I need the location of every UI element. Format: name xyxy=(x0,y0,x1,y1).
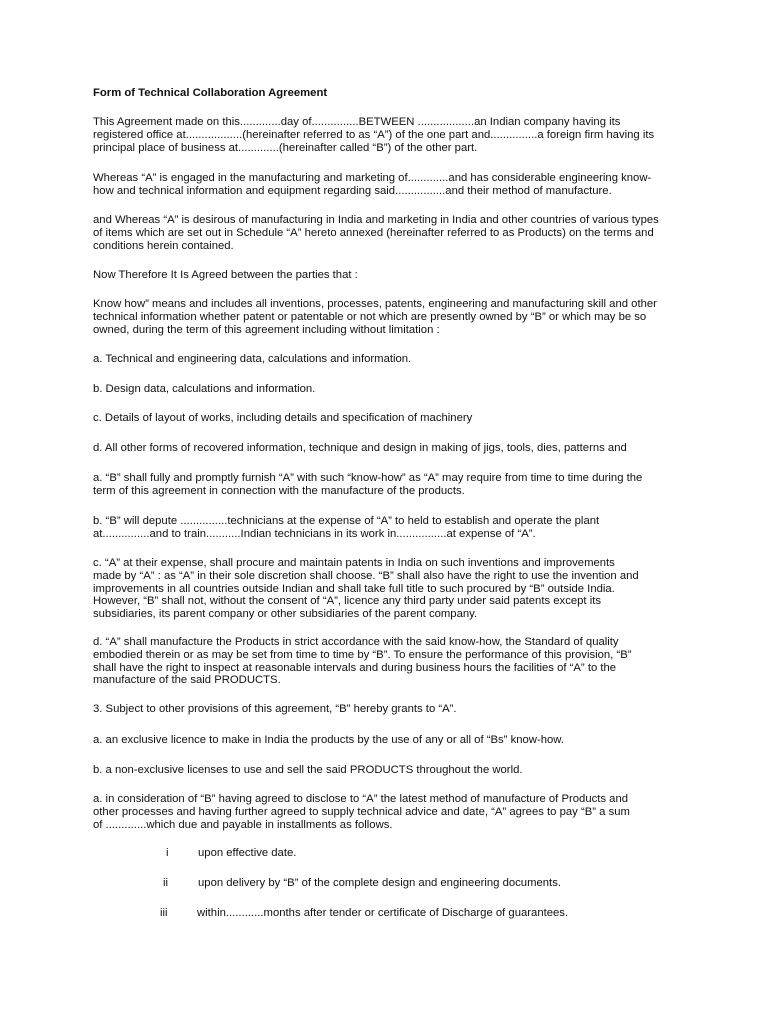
grant-item-a: a. an exclusive licence to make in India the products by the use of any or all of “Bs” know-how. xyxy=(93,734,564,746)
know-how-item-b: b. Design data, calculations and information. xyxy=(93,383,316,395)
know-how-item-d: d. All other forms of recovered information, technique and design in making of jigs, tools, dies, patterns and xyxy=(93,442,627,454)
know-how-definition: Know how” means and includes all inventions, processes, patents, engineering and manufacturing skill and other technical information whether patent or patentable or not which are presently owned by “B” or which may be so owned, during the term of this agreement including without limitation : xyxy=(93,298,657,336)
document-title: Form of Technical Collaboration Agreement xyxy=(93,87,328,99)
obligation-item-b: b. “B” will depute ...............technicians at the expense of “A” to held to establish and operate the plant at...............and to train...........Indian technicians in its work in................at expense of “A”. xyxy=(93,515,600,540)
consideration-paragraph: a. in consideration of “B” having agreed to disclose to “A” the latest method of manufacture of Products and other processes and having further agreed to supply technical advice and date, “A” agrees to pay “B” a sum of .............which due and payable in installments as follows. xyxy=(93,793,630,831)
know-how-item-a: a. Technical and engineering data, calculations and information. xyxy=(93,353,412,365)
installment-number: i xyxy=(166,847,169,859)
whereas-paragraph-2: and Whereas “A” is desirous of manufacturing in India and marketing in India and other countries of various types of items which are set out in Schedule “A” hereto annexed (hereinafter referred to as Products) on the terms and conditions herein contained. xyxy=(93,214,659,252)
grant-item-b: b. a non-exclusive licenses to use and sell the said PRODUCTS throughout the world. xyxy=(93,764,523,776)
installment-number: ii xyxy=(163,877,169,889)
whereas-paragraph-1: Whereas “A” is engaged in the manufacturing and marketing of.............and has considerable engineering know- how and technical information and equipment regarding said................and their method of manufacture. xyxy=(93,172,652,197)
installment-number: iii xyxy=(160,907,168,919)
obligation-item-c: c. “A” at their expense, shall procure and maintain patents in India on such inventions and improvements made by “A” : as “A” in their sole discretion shall choose. “B” shall also have the right to use the invention and improvements in all countries outside Indian and shall take full title to such procured by “B” outside India. However, “B” shall not, without the consent of “A”, licence any third party under said patents except its subsidiaries, its parent company or other subsidiaries of the parent company. xyxy=(93,557,639,621)
installment-text: upon delivery by “B” of the complete design and engineering documents. xyxy=(198,877,561,889)
installment-text: upon effective date. xyxy=(198,847,297,859)
now-therefore-paragraph: Now Therefore It Is Agreed between the parties that : xyxy=(93,269,358,281)
obligation-item-d: d. “A” shall manufacture the Products in strict accordance with the said know-how, the Standard of quality embodied therein or as may be set from time to time by “B”. To ensure the performance of this provision, “B” shall have the right to inspect at reasonable intervals and during business hours the facilities of “A” to the manufacture of the said PRODUCTS. xyxy=(93,636,632,687)
know-how-item-c: c. Details of layout of works, including details and specification of machinery xyxy=(93,412,473,424)
obligation-item-a: a. “B” shall fully and promptly furnish “A” with such “know-how” as “A” may require from time to time during the term of this agreement in connection with the manufacture of the products. xyxy=(93,472,643,497)
preamble-paragraph: This Agreement made on this.............day of...............BETWEEN ..................an Indian company having its registered office at..................(hereinafter referred to as “A”) of the one part and...............a foreign firm having its principal place of business at.............(hereinafter called “B”) of the other part. xyxy=(93,116,655,154)
installment-text: within............months after tender or certificate of Discharge of guarantees. xyxy=(197,907,569,919)
grant-paragraph: 3. Subject to other provisions of this agreement, “B” hereby grants to “A”. xyxy=(93,703,457,715)
